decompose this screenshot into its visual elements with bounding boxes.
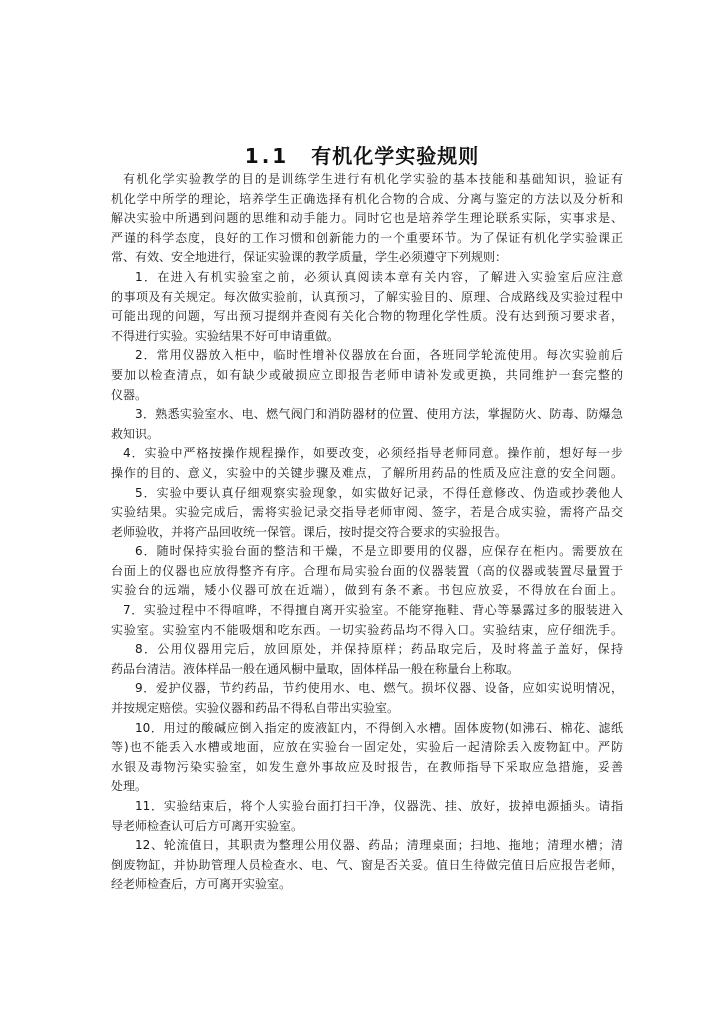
rule-2-line: 2．常用仪器放入柜中，临时性增补仪器放在台面，各班同学轮流使用。每次实验前后 (135, 348, 623, 363)
rule-12-line: 12、轮流值日，其职责为整理公用仪器、药品；清理桌面；扫地、拖地；清理水槽；清 (135, 838, 623, 853)
rule-5-line: 5．实验中要认真仔细观察实验现象，如实做好记录，不得任意修改、伪造或抄袭他人 (135, 485, 623, 500)
text-line: 老师验收，并将产品回收统一保管。课后，按时提交符合要求的实验报告。 (111, 524, 508, 539)
page-title (0, 140, 724, 169)
rule-7-line: 7．实验过程中不得喧哗，不得擅自离开实验室。不能穿拖鞋、背心等暴露过多的服装进入 (123, 603, 623, 618)
text-line: 药品台清洁。液体样品一般在通风橱中量取，固体样品一般在称量台上称取。 (111, 661, 520, 676)
text-line: 解决实验中所遇到问题的思维和动手能力。同时它也是培养学生理论联系实际，实事求是、 (111, 211, 623, 226)
rule-4-line: 4．实验中严格按操作规程操作，如要改变，必须经指导老师同意。操作前，想好每一步 (123, 446, 623, 461)
text-line: 台面上的仪器也应放得整齐有序。合理布局实验台面的仪器装置（高的仪器或装置尽量置于 (111, 563, 623, 578)
rule-6-line: 6．随时保持实验台面的整洁和干燥，不是立即要用的仪器，应保存在柜内。需要放在 (135, 544, 623, 559)
text-line: 机化学中所学的理论，培养学生正确选择有机化合物的合成、分离与鉴定的方法以及分析和 (111, 191, 623, 206)
body-text (111, 170, 623, 895)
text-line: 处理。 (111, 779, 148, 794)
text-line: 常、有效、安全地进行，保证实验课的教学质量，学生必须遵守下列规则： (111, 250, 508, 265)
text-line: 倒废物缸，并协助管理人员检查水、电、气、窗是否关妥。值日生待做完值日后应报告老师， (111, 857, 623, 872)
text-line: 操作的目的、意义，实验中的关键步骤及难点，了解所用药品的性质及应注意的安全问题。 (111, 465, 623, 480)
text-line: 不得进行实验。实验结果不好可申请重做。 (111, 328, 340, 343)
text-line: 实验台的远端，矮小仪器可放在近端），做到有条不紊。书包应放妥，不得放在台面上。 (111, 583, 623, 598)
text-line: 有机化学实验教学的目的是训练学生进行有机化学实验的基本技能和基础知识，验证有 (123, 172, 623, 186)
title-text: 有机化学实验规则 (311, 144, 480, 168)
rule-11-line: 11．实验结束后，将个人实验台面打扫干净，仪器洗、挂、放好，拔掉电源插头。请指 (135, 799, 623, 813)
text-line: 的事项及有关规定。每次做实验前，认真预习，了解实验目的、原理、合成路线及实验过程中 (111, 289, 623, 304)
text-line: 要加以检查清点，如有缺少或破损应立即报告老师申请补发或更换，共同维护一套完整的 (111, 367, 623, 382)
rule-10-line: 10．用过的酸碱应倒入指定的废液缸内，不得倒入水槽。固体废物(如沸石、棉花、滤纸 (135, 720, 623, 735)
text-line: 经老师检查后，方可离开实验室。 (111, 877, 292, 892)
text-line: 仪器。 (111, 387, 148, 402)
text-line: 可能出现的问题，写出预习提纲并查阅有关化合物的物理化学性质。没有达到预习要求者， (111, 309, 623, 324)
text-line: 救知识。 (111, 426, 160, 441)
rule-3-line: 3．熟悉实验室水、电、燃气阀门和消防器材的位置、使用方法，掌握防火、防毒、防爆急 (135, 407, 623, 422)
text-line: 等)也不能丢入水槽或地面，应放在实验台一固定处，实验后一起清除丢入废物缸中。严防 (111, 740, 623, 755)
text-line: 严谨的科学态度，良好的工作习惯和创新能力的一个重要环节。为了保证有机化学实验课正 (111, 230, 623, 245)
title-number: 1.1 (244, 144, 290, 168)
text-line: 并按规定赔偿。实验仪器和药品不得私自带出实验室。 (111, 701, 400, 716)
rule-1-line: 1．在进入有机实验室之前，必须认真阅读本章有关内容，了解进入实验室后应注意 (135, 269, 623, 284)
text-line: 实验结果。实验完成后，需将实验记录交指导老师审阅、签字，若是合成实验，需将产品交 (111, 505, 623, 520)
text-line: 导老师检查认可后方可离开实验室。 (111, 818, 304, 833)
rule-9-line: 9．爱护仪器，节约药品，节约使用水、电、燃气。损坏仪器、设备，应如实说明情况， (135, 681, 623, 696)
text-line: 水银及毒物污染实验室，如发生意外事故应及时报告，在教师指导下采取应急措施，妥善 (111, 759, 623, 774)
rule-8-line: 8．公用仪器用完后，放回原处，并保持原样；药品取完后，及时将盖子盖好，保持 (135, 642, 623, 657)
text-line: 实验室。实验室内不能吸烟和吃东西。一切实验药品均不得入口。实验结束，应仔细洗手。 (111, 622, 623, 637)
